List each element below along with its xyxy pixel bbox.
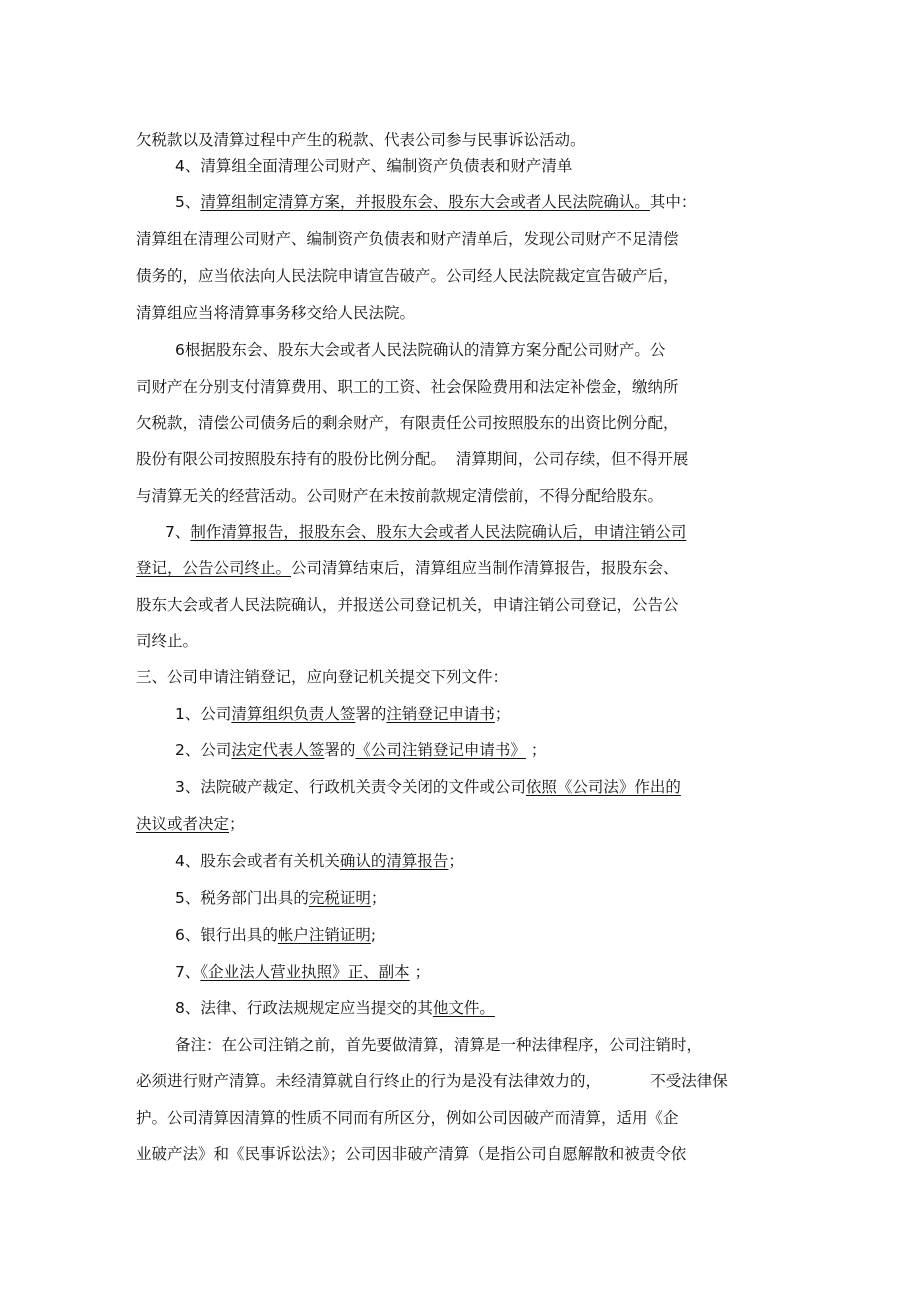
text-span: 署的	[355, 705, 387, 723]
text-line	[136, 1108, 679, 1128]
text-span: 清算组应当将清算事务移交给人民法院。	[136, 304, 416, 322]
text-span: 7、	[175, 963, 201, 981]
underlined-text: 法定代表人签	[231, 741, 325, 759]
list-item	[175, 962, 430, 982]
text-span: 护。公司清算因清算的性质不同而有所区分，例如公司因破产而清算，适用《企	[136, 1109, 679, 1127]
text-span: 5、	[175, 193, 201, 211]
text-span: 2、公司	[175, 741, 232, 759]
text-span: ；	[448, 852, 464, 870]
list-item	[175, 192, 696, 212]
text-span: 7、	[165, 523, 191, 541]
text-span: 3、法院破产裁定、行政机关责令关闭的文件或公司	[175, 778, 526, 796]
text-span: 6根据股东会、股东大会或者人民法院确认的清算方案分配公司财产。公	[175, 341, 666, 359]
text-span: ；	[409, 963, 431, 981]
text-span: 欠税款以及清算过程中产生的税款、代表公司参与民事诉讼活动。	[136, 131, 586, 149]
text-line	[136, 486, 663, 506]
text-line	[136, 130, 586, 150]
underlined-text: 决议或者决定	[136, 815, 230, 833]
text-span: 4、股东会或者有关机关	[175, 852, 340, 870]
list-item	[175, 777, 681, 797]
text-line	[136, 1144, 686, 1164]
underlined-text: 《企业法人营业执照》正、副本	[200, 963, 410, 981]
text-span: 8、法律、行政法规规定应当提交的其	[175, 999, 433, 1017]
list-item	[175, 704, 510, 724]
list-item	[175, 340, 665, 360]
underlined-text: 登记，公告公司终止。	[136, 559, 292, 577]
list-item	[175, 925, 376, 945]
text-span: ；	[494, 705, 511, 723]
text-span: ；	[229, 815, 245, 833]
text-line	[136, 413, 679, 433]
section-heading	[136, 667, 508, 687]
list-item	[175, 998, 495, 1018]
text-span: ；	[525, 741, 547, 759]
text-span: 1、公司	[175, 705, 232, 723]
underlined-text: 《公司注销登记申请书》	[355, 741, 526, 759]
text-line	[136, 814, 245, 834]
underlined-text: 确认的清算报告	[339, 852, 449, 870]
text-span: 与清算无关的经营活动。公司财产在未按前款规定清偿前，不得分配给股东。	[136, 487, 664, 505]
list-item	[165, 522, 686, 542]
underlined-text: 他文件。	[432, 999, 495, 1017]
text-span: 业破产法》和《民事诉讼法》；公司因非破产清算（是指公司自愿解散和被责令依	[136, 1145, 687, 1163]
text-span: 5、税务部门出具的	[175, 889, 309, 907]
underlined-text: 注销登记申请书	[386, 705, 495, 723]
text-line	[136, 558, 679, 578]
text-span: 署的	[324, 741, 356, 759]
text-span: 备注：在公司注销之前，首先要做清算，清算是一种法律程序，公司注销时，	[175, 1036, 703, 1054]
text-line	[136, 595, 679, 615]
text-line	[136, 266, 679, 286]
text-line	[136, 449, 688, 469]
underlined-text: 制作清算报告，报股东会、股东大会或者人民法院确认后，申请注销公司	[190, 523, 687, 541]
text-span: 股份有限公司按照股东持有的股份比例分配。 清算期间，公司存续，但不得开展	[136, 450, 689, 468]
text-span: 4、清算组全面清理公司财产、编制资产负债表和财产清单	[175, 157, 573, 175]
text-span: 必须进行财产清算。未经清算就自行终止的行为是没有法律效力的， 不受法律保	[136, 1072, 728, 1090]
text-span: 欠税款，清偿公司债务后的剩余财产，有限责任公司按照股东的出资比例分配，	[136, 414, 679, 432]
list-item	[175, 740, 546, 760]
list-item	[175, 851, 464, 871]
underlined-text: 完税证明	[308, 889, 371, 907]
text-line	[136, 377, 679, 397]
text-span: 债务的，应当依法向人民法院申请宣告破产。公司经人民法院裁定宣告破产后，	[136, 267, 679, 285]
underlined-text: 清算组织负责人签	[231, 705, 356, 723]
text-line	[136, 1071, 728, 1091]
text-span: 清算组在清理公司财产、编制资产负债表和财产清单后，发现公司财产不足清偿	[136, 230, 679, 248]
underlined-text: 帐户注销证明	[277, 926, 371, 944]
list-item	[175, 156, 572, 176]
text-line	[136, 303, 415, 323]
text-span: 司财产在分别支付清算费用、职工的工资、社会保险费用和法定补偿金，缴纳所	[136, 378, 679, 396]
text-span: 其中：	[649, 193, 697, 211]
text-span: 股东大会或者人民法院确认，并报送公司登记机关，申请注销公司登记，公告公	[136, 596, 679, 614]
text-span: ;	[370, 926, 377, 944]
underlined-text: 依照《公司法》作出的	[525, 778, 681, 796]
text-span: 公司清算结束后，清算组应当制作清算报告，报股东会、	[291, 559, 679, 577]
text-line	[136, 631, 198, 651]
text-span: 6、银行出具的	[175, 926, 278, 944]
text-span: 司终止。	[136, 632, 199, 650]
underlined-text: 清算组制定清算方案，并报股东会、股东大会或者人民法院确认。	[200, 193, 650, 211]
text-span: ；	[370, 889, 387, 907]
text-line	[136, 229, 679, 249]
text-span: 三、公司申请注销登记，应向登记机关提交下列文件：	[136, 668, 509, 686]
text-line	[175, 1035, 702, 1055]
list-item	[175, 888, 386, 908]
